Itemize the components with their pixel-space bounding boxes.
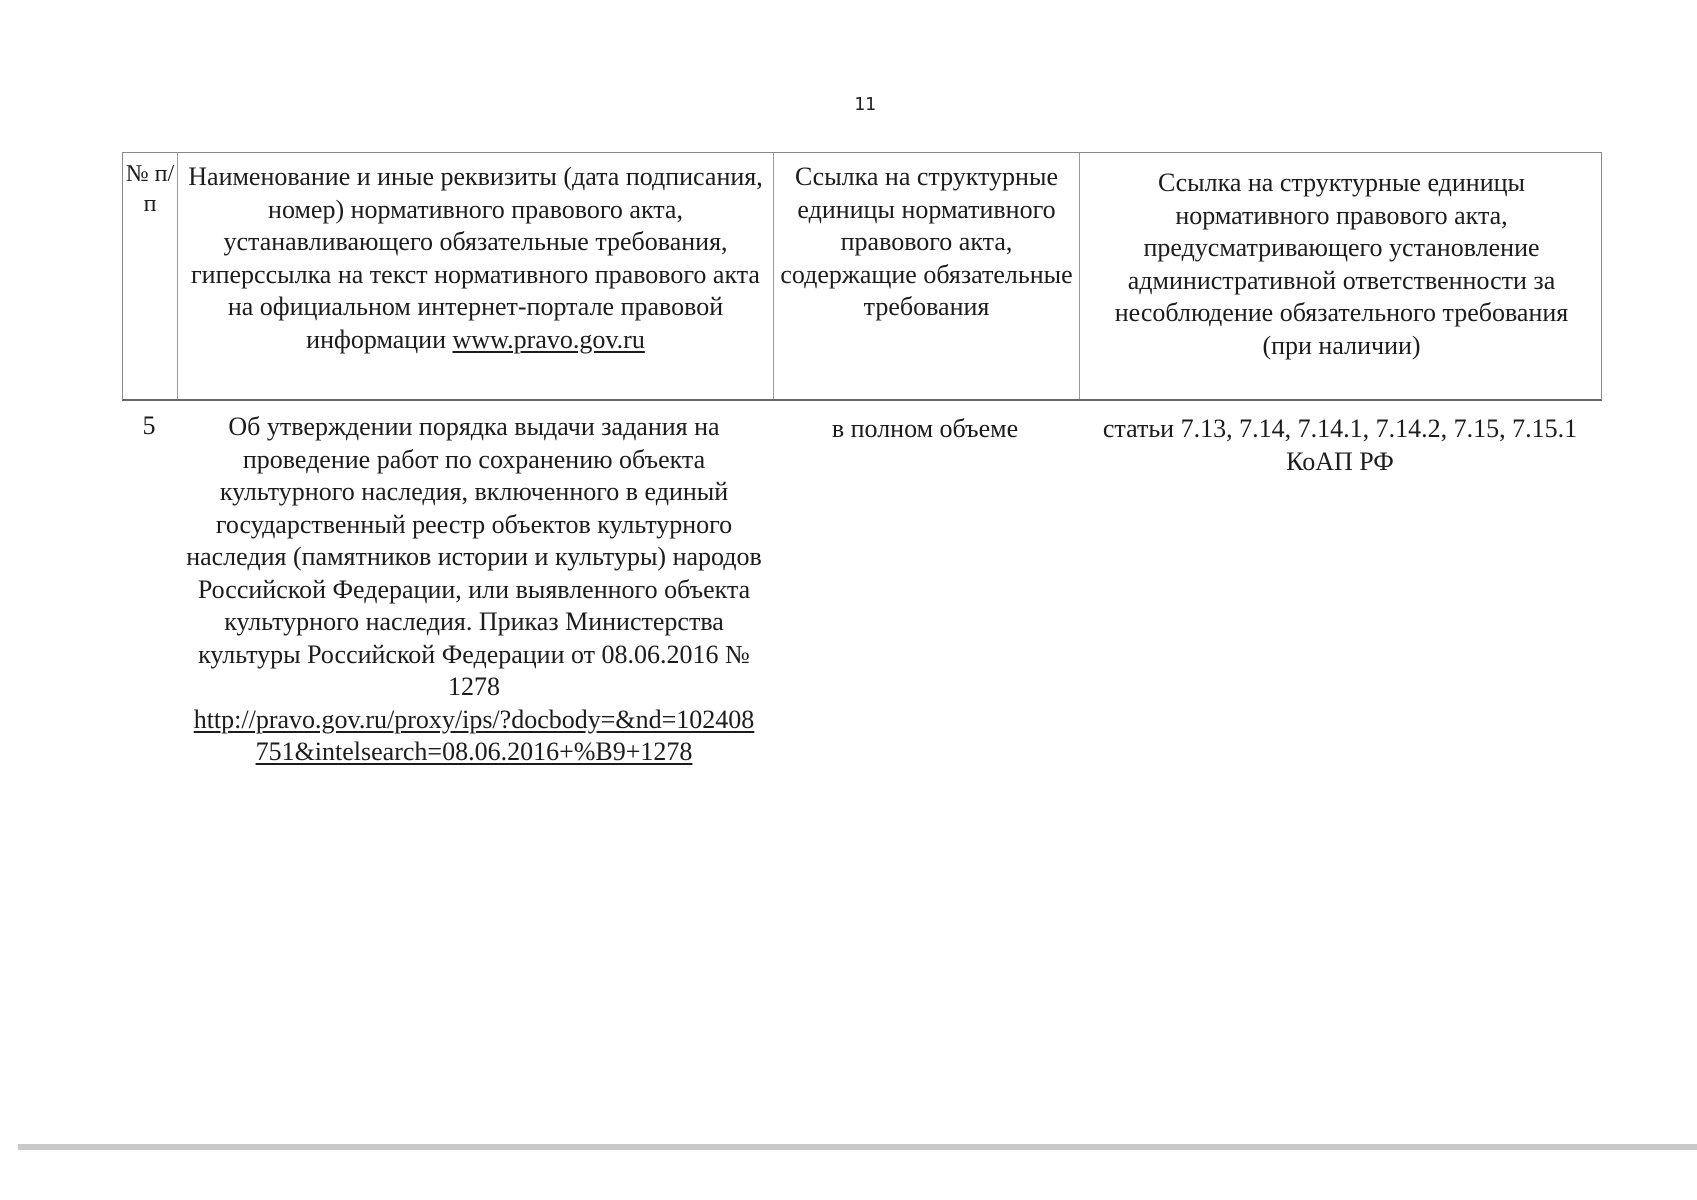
row-act-link[interactable]: http://pravo.gov.ru/proxy/ips/?docbody=&nd=102408751&intelsearch=08.06.2016+%B9+1278 [193,704,755,766]
header-act-name [177,153,773,399]
header-number: № п/п [125,161,175,217]
header-liability: Ссылка на структурные единицы нормативного правового акта, предусматривающего установление административной ответственности за несоблюдение обязательного требования (при наличии) [1079,153,1603,399]
row-act-name-text: Об утверждении порядка выдачи задания на проведение работ по сохранению объекта культурного наследия, включенного в единый государственный реестр объектов культурного наследия (памятников истории и культуры) народов Российской Федерации, или выявленного объекта культурного наследия. Приказ Министерства культуры Российской Федерации от 08.06.2016 № 1278 [186,412,762,701]
page-number: 11 [854,94,876,115]
table-header-row [122,152,1602,401]
header-structural-units: Ссылка на структурные единицы нормативного правового акта, содержащие обязательные требования [773,153,1079,399]
header-act-name-text: Наименование и иные реквизиты (дата подписания, номер) нормативного правового акта, устанавливающего обязательные требования, гиперссылка на текст нормативного правового акта на официальном интернет-портале правовой информации [188,162,763,354]
row-act-name [176,401,772,781]
row-number: 5 [142,411,156,440]
table-row [122,401,1602,781]
header-portal-link[interactable]: www.pravo.gov.ru [452,324,645,354]
row-liability: статьи 7.13, 7.14, 7.14.1, 7.14.2, 7.15, 7.15.1 КоАП РФ [1102,414,1578,476]
row-structural-units: в полном объеме [831,414,1019,443]
page-bottom-edge [18,1144,1697,1150]
requirements-table [122,152,1602,781]
